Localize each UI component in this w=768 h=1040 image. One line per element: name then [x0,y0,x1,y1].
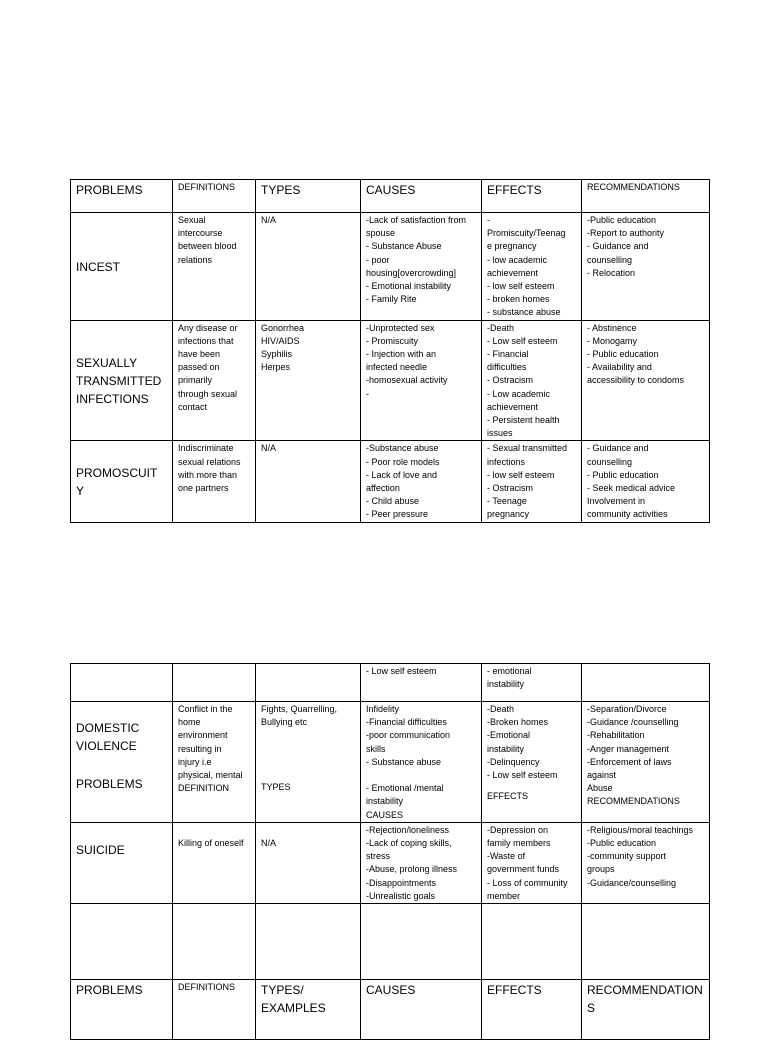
recommendations-cell [582,320,710,441]
causes-text: -Unprotected sex - Promiscuity - Injection with an infected needle -homosexual activity - [366,322,448,399]
problem-cell [71,904,173,980]
types-cell [256,441,361,522]
causes-text: -Substance abuse - Poor role models - Lack of love and affection - Child abuse - Peer pressure [366,443,440,520]
types-text: N/A [261,215,277,225]
problem-cell [71,664,173,702]
definition-repeat-header: DEFINITION [178,783,229,794]
types-repeat-header: TYPES [261,782,291,793]
table-row [71,441,710,522]
recommendations-text: -Separation/Divorce -Guidance /counselling -Rehabilitation -Anger management -Enforcement of laws against Abuse [587,704,679,794]
recommendations-cell [582,702,710,823]
definition-cell [173,702,256,823]
header-types-text: TYPES/ EXAMPLES [261,983,326,1016]
definition-cell [173,213,256,321]
types-text: N/A [261,443,277,454]
header-recommendations: RECOMMENDATIONS [582,180,710,213]
recommendations-text: - Guidance and counselling - Public education - Seek medical advice Involvement in community activities [587,443,676,520]
recommendations-text: -Religious/moral teachings -Public education -community support groups -Guidance/counselling [587,824,694,888]
effects-text: - Sexual transmitted infections - low self esteem - Ostracism - Teenage pregnancy [487,443,568,520]
types-cell [256,213,361,321]
types-text: N/A [261,837,277,848]
types-cell [256,904,361,980]
problem-name: PROMOSCUIT Y [76,466,158,499]
header-problems-text: PROBLEMS [76,983,143,998]
types-cell [256,664,361,702]
definition-text: Any disease or infections that have been passed on primarily through sexual contact [178,322,238,412]
header-problems: PROBLEMS [71,180,173,213]
recommendations-cell [582,213,710,321]
types-cell [256,702,361,823]
causes-cell [361,320,482,441]
problem-cell [71,441,173,522]
problem-cell [71,320,173,441]
definition-text: Sexual intercourse between blood relations [178,215,237,265]
problem-name: INCEST [76,259,121,274]
definition-text: Conflict in the home environment resulting in injury i.e physical, mental [178,704,243,781]
causes-cell [361,664,482,702]
header-types [256,980,361,1040]
continuation-row [71,664,710,702]
effects-text: -Depression on family members -Waste of government funds - Loss of community member [487,824,568,901]
recommendations-cell [582,904,710,980]
header-recommendations [582,980,710,1040]
header-problems [71,980,173,1040]
header-definitions [173,980,256,1040]
header-effects-text: EFFECTS [487,983,542,998]
definition-text: Indiscriminate sexual relations with more than one partners [178,443,241,494]
definition-cell [173,904,256,980]
recommendations-cell [582,441,710,522]
types-cell [256,822,361,903]
recommendations-cell [582,664,710,702]
effects-cell [482,822,582,903]
header-row [71,180,710,213]
effects-cell [482,904,582,980]
effects-cell [482,213,582,321]
header-causes-text: CAUSES [366,983,416,998]
definition-cell [173,822,256,903]
problem-name: SEXUALLY TRANSMITTED INFECTIONS [76,356,162,407]
blank-row [71,904,710,980]
effects-text: - Promiscuity/Teenag e pregnancy - low academic achievement - low self esteem - broken homes - substance abuse [487,215,566,318]
effects-repeat-header: EFFECTS [487,791,529,802]
problem-repeat-header: PROBLEMS [76,777,143,791]
header-definitions: DEFINITIONS [173,180,256,213]
definition-cell [173,441,256,522]
problem-cell [71,702,173,823]
problem-cell [71,213,173,321]
causes-text: - Low self esteem [366,666,437,676]
table-row [71,822,710,903]
effects-cell [482,320,582,441]
causes-text: -Lack of satisfaction from spouse - Substance Abuse - poor housing[overcrowding] - Emotional instability - Family Rite [366,215,467,305]
types-cell [256,320,361,441]
problems-table-2 [70,663,710,1040]
causes-cell [361,213,482,321]
table-row [71,213,710,321]
definition-cell [173,320,256,441]
causes-text: -Rejection/loneliness -Lack of coping skills, stress -Abuse, prolong illness -Disappointments -Unrealistic goals [366,824,458,901]
table-row [71,320,710,441]
header-types: TYPES [256,180,361,213]
header-effects: EFFECTS [482,180,582,213]
table-row [71,702,710,823]
definition-cell [173,664,256,702]
header-recommendations-text: RECOMMENDATION S [587,983,703,1016]
problems-table-1 [70,179,710,523]
footer-header-row [71,980,710,1040]
causes-cell [361,904,482,980]
causes-repeat-header: CAUSES [366,809,404,820]
causes-text: Infidelity -Financial difficulties -poor communication skills - Substance abuse - Emotional /mental instability [366,704,451,807]
causes-cell [361,822,482,903]
causes-cell [361,702,482,823]
effects-cell [482,702,582,823]
effects-text: -Death - Low self esteem - Financial difficulties - Ostracism - Low academic achievement - Persistent health issues [487,322,560,439]
problem-name: SUICIDE [76,842,125,857]
recommendations-text: - Abstinence - Monogamy - Public education - Availability and accessibility to condoms [587,322,685,386]
types-text: Gonorrhea HIV/AIDS Syphilis Herpes [261,322,305,373]
header-causes: CAUSES [361,180,482,213]
header-definitions-text: DEFINITIONS [178,982,236,993]
effects-text: -Death -Broken homes -Emotional instability -Delinquency - Low self esteem [487,704,558,781]
effects-cell [482,664,582,702]
recommendations-cell [582,822,710,903]
header-causes [361,980,482,1040]
types-text: Fights, Quarrelling, Bullying etc [261,704,338,728]
definition-text: Killing of oneself [178,837,244,848]
problem-name: DOMESTIC VIOLENCE [76,721,140,753]
effects-cell [482,441,582,522]
recommendations-repeat-header: RECOMMENDATIONS [587,796,680,807]
header-effects [482,980,582,1040]
problem-cell [71,822,173,903]
causes-cell [361,441,482,522]
effects-text: - emotional instability [487,666,532,690]
recommendations-text: -Public education -Report to authority - Guidance and counselling - Relocation [587,215,665,278]
